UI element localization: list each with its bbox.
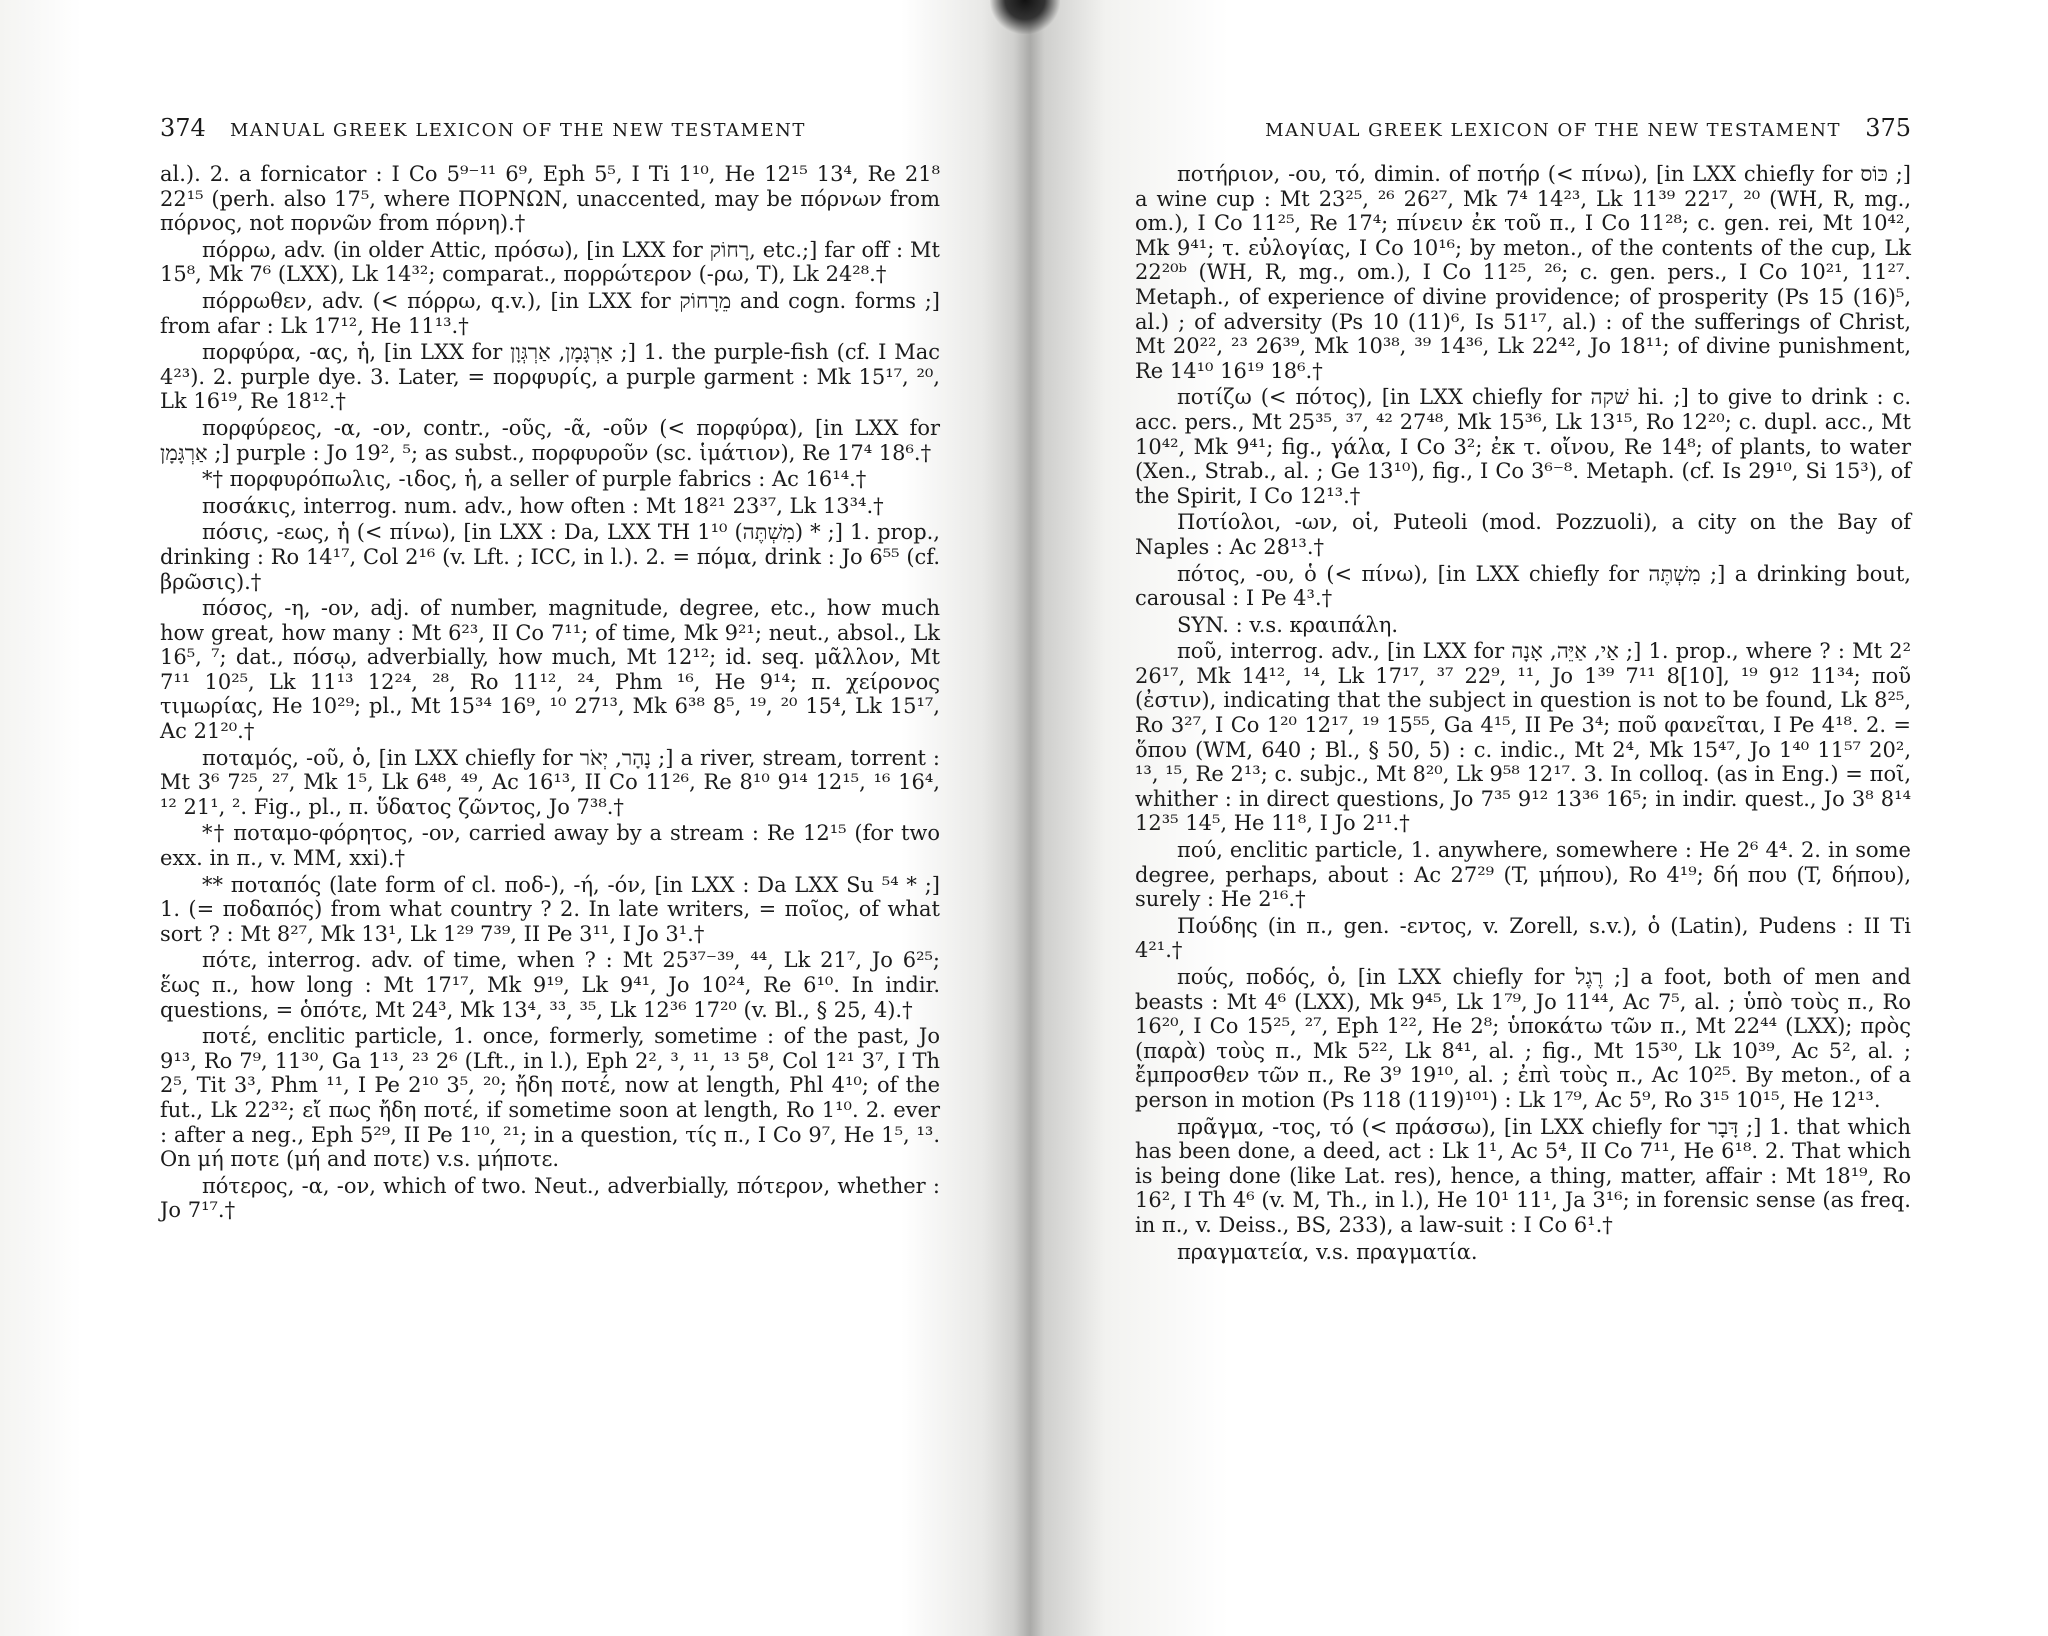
right-page	[1135, 114, 1912, 1266]
lexicon-entry: πού, enclitic particle, 1. anywhere, somewhere : He 2⁶ 4⁴. 2. in some degree, perhaps, about : Ac 27²⁹ (T, μήπου), Ro 4¹⁹; δή που (T, δήπου), surely : He 2¹⁶.†	[1135, 838, 1911, 912]
lexicon-entry: πότερος, -α, -ον, which of two. Neut., adverbially, πότερον, whether : Jo 7¹⁷.†	[160, 1173, 940, 1223]
right-running-title: MANUAL GREEK LEXICON OF THE NEW TESTAMENT	[1265, 120, 1841, 141]
lexicon-entry: SYN. : v.s. κραιπάλη.	[1177, 612, 1398, 637]
lexicon-entry: Πούδης (in π., gen. -εντος, v. Zorell, s.v.), ὁ (Latin), Pudens : II Ti 4²¹.†	[1135, 913, 1911, 963]
lexicon-entry: πόρρω, adv. (in older Attic, πρόσω), [in LXX for רָחוֹק, etc.;] far off : Mt 15⁸, Mk 7⁶ (LXX), Lk 14³²; comparat., πορρώτερον (-ρω, T), Lk 24²⁸.†	[160, 237, 940, 287]
lexicon-entry: ποτέ, enclitic particle, 1. once, formerly, sometime : of the past, Jo 9¹³, Ro 7⁹, 11³⁰, Ga 1¹³, ²³ 2⁶ (Lft., in l.), Eph 2², ³, ¹¹, ¹³ 5⁸, Col 1²¹ 3⁷, I Th 2⁵, Tit 3³, Phm ¹¹, I Pe 2¹⁰ 3⁵, ²⁰; ἤδη ποτέ, now at length, Phl 4¹⁰; of the fut., Lk 22³²; εἴ πως ἤδη ποτέ, if sometime soon at length, Ro 1¹⁰. 2. ever : after a neg., Eph 5²⁹, II Pe 1¹⁰, ²¹; in a question, τίς π., I Co 9⁷, He 1⁵, ¹³. On μή ποτε (μή and ποτε) v.s. μήποτε.	[160, 1024, 940, 1172]
lexicon-entry: *† ποταμο-φόρητος, -ον, carried away by a stream : Re 12¹⁵ (for two exx. in π., v. MM, xxi).†	[160, 821, 940, 871]
lexicon-entry: ποταμός, -οῦ, ὁ, [in LXX chiefly for נָהָר, יְאֹר ;] a river, stream, torrent : Mt 3⁶ 7²⁵, ²⁷, Mk 1⁵, Lk 6⁴⁸, ⁴⁹, Ac 16¹³, II Co 11²⁶, Re 8¹⁰ 9¹⁴ 12¹⁵, ¹⁶ 16⁴, ¹² 21¹, ². Fig., pl., π. ὕδατος ζῶντος, Jo 7³⁸.†	[160, 745, 940, 819]
left-running-head	[160, 114, 940, 162]
left-page	[160, 114, 941, 1225]
lexicon-entry: ποτίζω (< πότος), [in LXX chiefly for שׁקה hi. ;] to give to drink : c. acc. pers., Mt 25³⁵, ³⁷, ⁴² 27⁴⁸, Mk 15³⁶, Lk 13¹⁵, Ro 12²⁰; c. dupl. acc., Mt 10⁴², Mk 9⁴¹; fig., γάλα, I Co 3²; ἐκ τ. οἴνου, Re 14⁸; of plants, to water (Xen., Strab., al. ; Ge 13¹⁰), fig., I Co 3⁶⁻⁸. Metaph. (cf. Is 29¹⁰, Si 15³), of the Spirit, I Co 12¹³.†	[1135, 385, 1912, 508]
binding-shadow	[990, 0, 1060, 34]
lexicon-entry: πραγματεία, v.s. πραγματία.	[1177, 1239, 1478, 1264]
left-running-title: MANUAL GREEK LEXICON OF THE NEW TESTAMENT	[230, 120, 806, 141]
right-page-number: 375	[1865, 114, 1911, 142]
lexicon-entry: ποτήριον, -ου, τό, dimin. of ποτήρ (< πίνω), [in LXX chiefly for כּוֹס ;] a wine cup : Mt 23²⁵, ²⁶ 26²⁷, Mk 7⁴ 14²³, Lk 11³⁹ 22¹⁷, ²⁰ (WH, R, mg., om.), I Co 11²⁵, Re 17⁴; πίνειν ἐκ τοῦ π., I Co 11²⁸; c. gen. rei, Mt 10⁴², Mk 9⁴¹; τ. εὐλογίας, I Co 10¹⁶; by meton., of the contents of the cup, Lk 22²⁰ᵇ (WH, R, mg., om.), I Co 11²⁵, ²⁶; c. gen. pers., I Co 10²¹, 11²⁷. Metaph., of experience of divine providence; of prosperity (Ps 15 (16)⁵, al.) ; of adversity (Ps 10 (11)⁶, Is 51¹⁷, al.) : of the sufferings of Christ, Mt 20²², ²³ 26³⁹, Mk 10³⁸, ³⁹ 14³⁶, Lk 22⁴², Jo 18¹¹; of divine punishment, Re 14¹⁰ 16¹⁹ 18⁶.†	[1135, 162, 1911, 383]
lexicon-entry: πόρρωθεν, adv. (< πόρρω, q.v.), [in LXX for מֵרָחוֹק and cogn. forms ;] from afar : Lk 17¹², He 11¹³.†	[160, 288, 940, 338]
lexicon-entry: πότος, -ου, ὁ (< πίνω), [in LXX chiefly for מִשְׁתֶּה ;] a drinking bout, carousal : I Pe 4³.†	[1135, 561, 1911, 611]
lexicon-entry: πρᾶγμα, -τος, τό (< πράσσω), [in LXX chiefly for דָּבָר ;] 1. that which has been done, a deed, act : Lk 1¹, Ac 5⁴, II Co 7¹¹, He 6¹⁸. 2. That which is being done (like Lat. res), hence, a thing, matter, affair : Mt 18¹⁹, Ro 16², I Th 4⁶ (v. M, Th., in l.), He 10¹ 11¹, Ja 3¹⁶; in forensic sense (as freq. in π., v. Deiss., BS, 233), a law-suit : I Co 6¹.†	[1135, 1114, 1912, 1237]
lexicon-entry: πόσος, -η, -ον, adj. of number, magnitude, degree, etc., how much how great, how many : Mt 6²³, II Co 7¹¹; of time, Mk 9²¹; neut., absol., Lk 16⁵, ⁷; dat., πόσῳ, adverbially, how much, Mt 12¹²; id. seq. μᾶλλον, Mt 7¹¹ 10²⁵, Lk 11¹³ 12²⁴, ²⁸, Ro 11¹², ²⁴, Phm ¹⁶, He 9¹⁴; π. χείρονος τιμωρίας, He 10²⁹; pl., Mt 15³⁴ 16⁹, ¹⁰ 27¹³, Mk 6³⁸ 8⁵, ¹⁹, ²⁰ 15⁴, Lk 15¹⁷, Ac 21²⁰.†	[160, 596, 940, 744]
lexicon-entry: πούς, ποδός, ὁ, [in LXX chiefly for רֶגֶל ;] a foot, both of men and beasts : Mt 4⁶ (LXX), Mk 9⁴⁵, Lk 1⁷⁹, Jo 11⁴⁴, Ac 7⁵, al. ; ὑπὸ τοὺς π., Ro 16²⁰, I Co 15²⁵, ²⁷, Eph 1²², He 2⁸; ὑποκάτω τῶν π., Mt 22⁴⁴ (LXX); πρὸς (παρὰ) τοὺς π., Mk 5²², Lk 8⁴¹, al. ; fig., Mt 15³⁰, Lk 10³⁹, Ac 5², al. ; ἔμπροσθεν τῶν π., Re 3⁹ 19¹⁰, al. ; ἐπὶ τοὺς π., Ac 10²⁵. By meton., of a person in motion (Ps 118 (119)¹⁰¹) : Lk 1⁷⁹, Ac 5⁹, Ro 3¹⁵ 10¹⁵, He 12¹³.	[1135, 965, 1911, 1112]
right-running-head	[1135, 114, 1911, 162]
left-entries	[160, 162, 940, 1223]
right-entries	[1135, 162, 1911, 1264]
lexicon-entry: Ποτίολοι, -ων, οἱ, Puteoli (mod. Pozzuoli), a city on the Bay of Naples : Ac 28¹³.†	[1135, 510, 1911, 559]
lexicon-entry: al.). 2. a fornicator : I Co 5⁹⁻¹¹ 6⁹, Eph 5⁵, I Ti 1¹⁰, He 12¹⁵ 13⁴, Re 21⁸ 22¹⁵ (perh. also 17⁵, where ΠΟΡΝΩΝ, unaccented, may be πόρνων from πόρνος, not πορνῶν from πόρνη).†	[160, 162, 940, 236]
lexicon-entry: πορφύρα, -ας, ἡ, [in LXX for אַרְגָּמָן, אַרְגְּוָן ;] 1. the purple-fish (cf. I Mac 4²³). 2. purple dye. 3. Later, = πορφυρίς, a purple garment : Mk 15¹⁷, ²⁰, Lk 16¹⁹, Re 18¹².†	[160, 340, 941, 414]
lexicon-entry: πόσις, -εως, ἡ (< πίνω), [in LXX : Da, LXX TH 1¹⁰ (מִשְׁתֶּה) * ;] 1. prop., drinking : Ro 14¹⁷, Col 2¹⁶ (v. Lft. ; ICC, in l.). 2. = πόμα, drink : Jo 6⁵⁵ (cf. βρῶσις).†	[160, 520, 940, 594]
lexicon-entry: πότε, interrog. adv. of time, when ? : Mt 25³⁷⁻³⁹, ⁴⁴, Lk 21⁷, Jo 6²⁵; ἕως π., how long : Mt 17¹⁷, Mk 9¹⁹, Lk 9⁴¹, Jo 10²⁴, Re 6¹⁰. In indir. questions, = ὁπότε, Mt 24³, Mk 13⁴, ³³, ³⁵, Lk 12³⁶ 17²⁰ (v. Bl., § 25, 4).†	[160, 948, 940, 1022]
lexicon-entry: ποῦ, interrog. adv., [in LXX for אַי, אַיֵּה, אָנָה ;] 1. prop., where ? : Mt 2² 26¹⁷, Mk 14¹², ¹⁴, Lk 17¹⁷, ³⁷ 22⁹, ¹¹, Jo 1³⁹ 7¹¹ 8[10], ¹⁹ 9¹² 11³⁴; ποῦ (ἐστιν), indicating that the subject in question is not to be found, Lk 8²⁵, Ro 3²⁷, I Co 1²⁰ 12¹⁷, ¹⁹ 15⁵⁵, Ga 4¹⁵, II Pe 3⁴; ποῦ φανεῖται, I Pe 4¹⁸. 2. = ὅπου (WM, 640 ; Bl., § 50, 5) : c. indic., Mt 2⁴, Mk 15⁴⁷, Jo 1⁴⁰ 11⁵⁷ 20², ¹³, ¹⁵, Re 2¹³; c. subjc., Mt 8²⁰, Lk 9⁵⁸ 12¹⁷. 3. In colloq. (as in Eng.) = ποῖ, whither : in direct questions, Jo 7³⁵ 9¹² 13³⁶ 16⁵; in indir. quest., Jo 3⁸ 8¹⁴ 12³⁵ 14⁵, He 11⁸, I Jo 2¹¹.†	[1135, 639, 1912, 836]
left-page-number: 374	[160, 114, 206, 142]
lexicon-entry: πορφύρεος, -α, -ον, contr., -οῦς, -ᾶ, -οῦν (< πορφύρα), [in LXX for אַרְגָּמָן ;] purple : Jo 19², ⁵; as subst., πορφυροῦν (sc. ἱμάτιον), Re 17⁴ 18⁶.†	[160, 415, 940, 465]
lexicon-entry: ** ποταπός (late form of cl. ποδ-), -ή, -όν, [in LXX : Da LXX Su ⁵⁴ * ;] 1. (= ποδαπός) from what country ? 2. In late writers, = ποῖος, of what sort ? : Mt 8²⁷, Mk 13¹, Lk 1²⁹ 7³⁹, II Pe 3¹¹, I Jo 3¹.†	[160, 872, 940, 946]
lexicon-entry: ποσάκις, interrog. num. adv., how often : Mt 18²¹ 23³⁷, Lk 13³⁴.†	[202, 493, 884, 518]
lexicon-entry: *† πορφυρόπωλις, -ιδος, ἡ, a seller of purple fabrics : Ac 16¹⁴.†	[202, 467, 867, 492]
